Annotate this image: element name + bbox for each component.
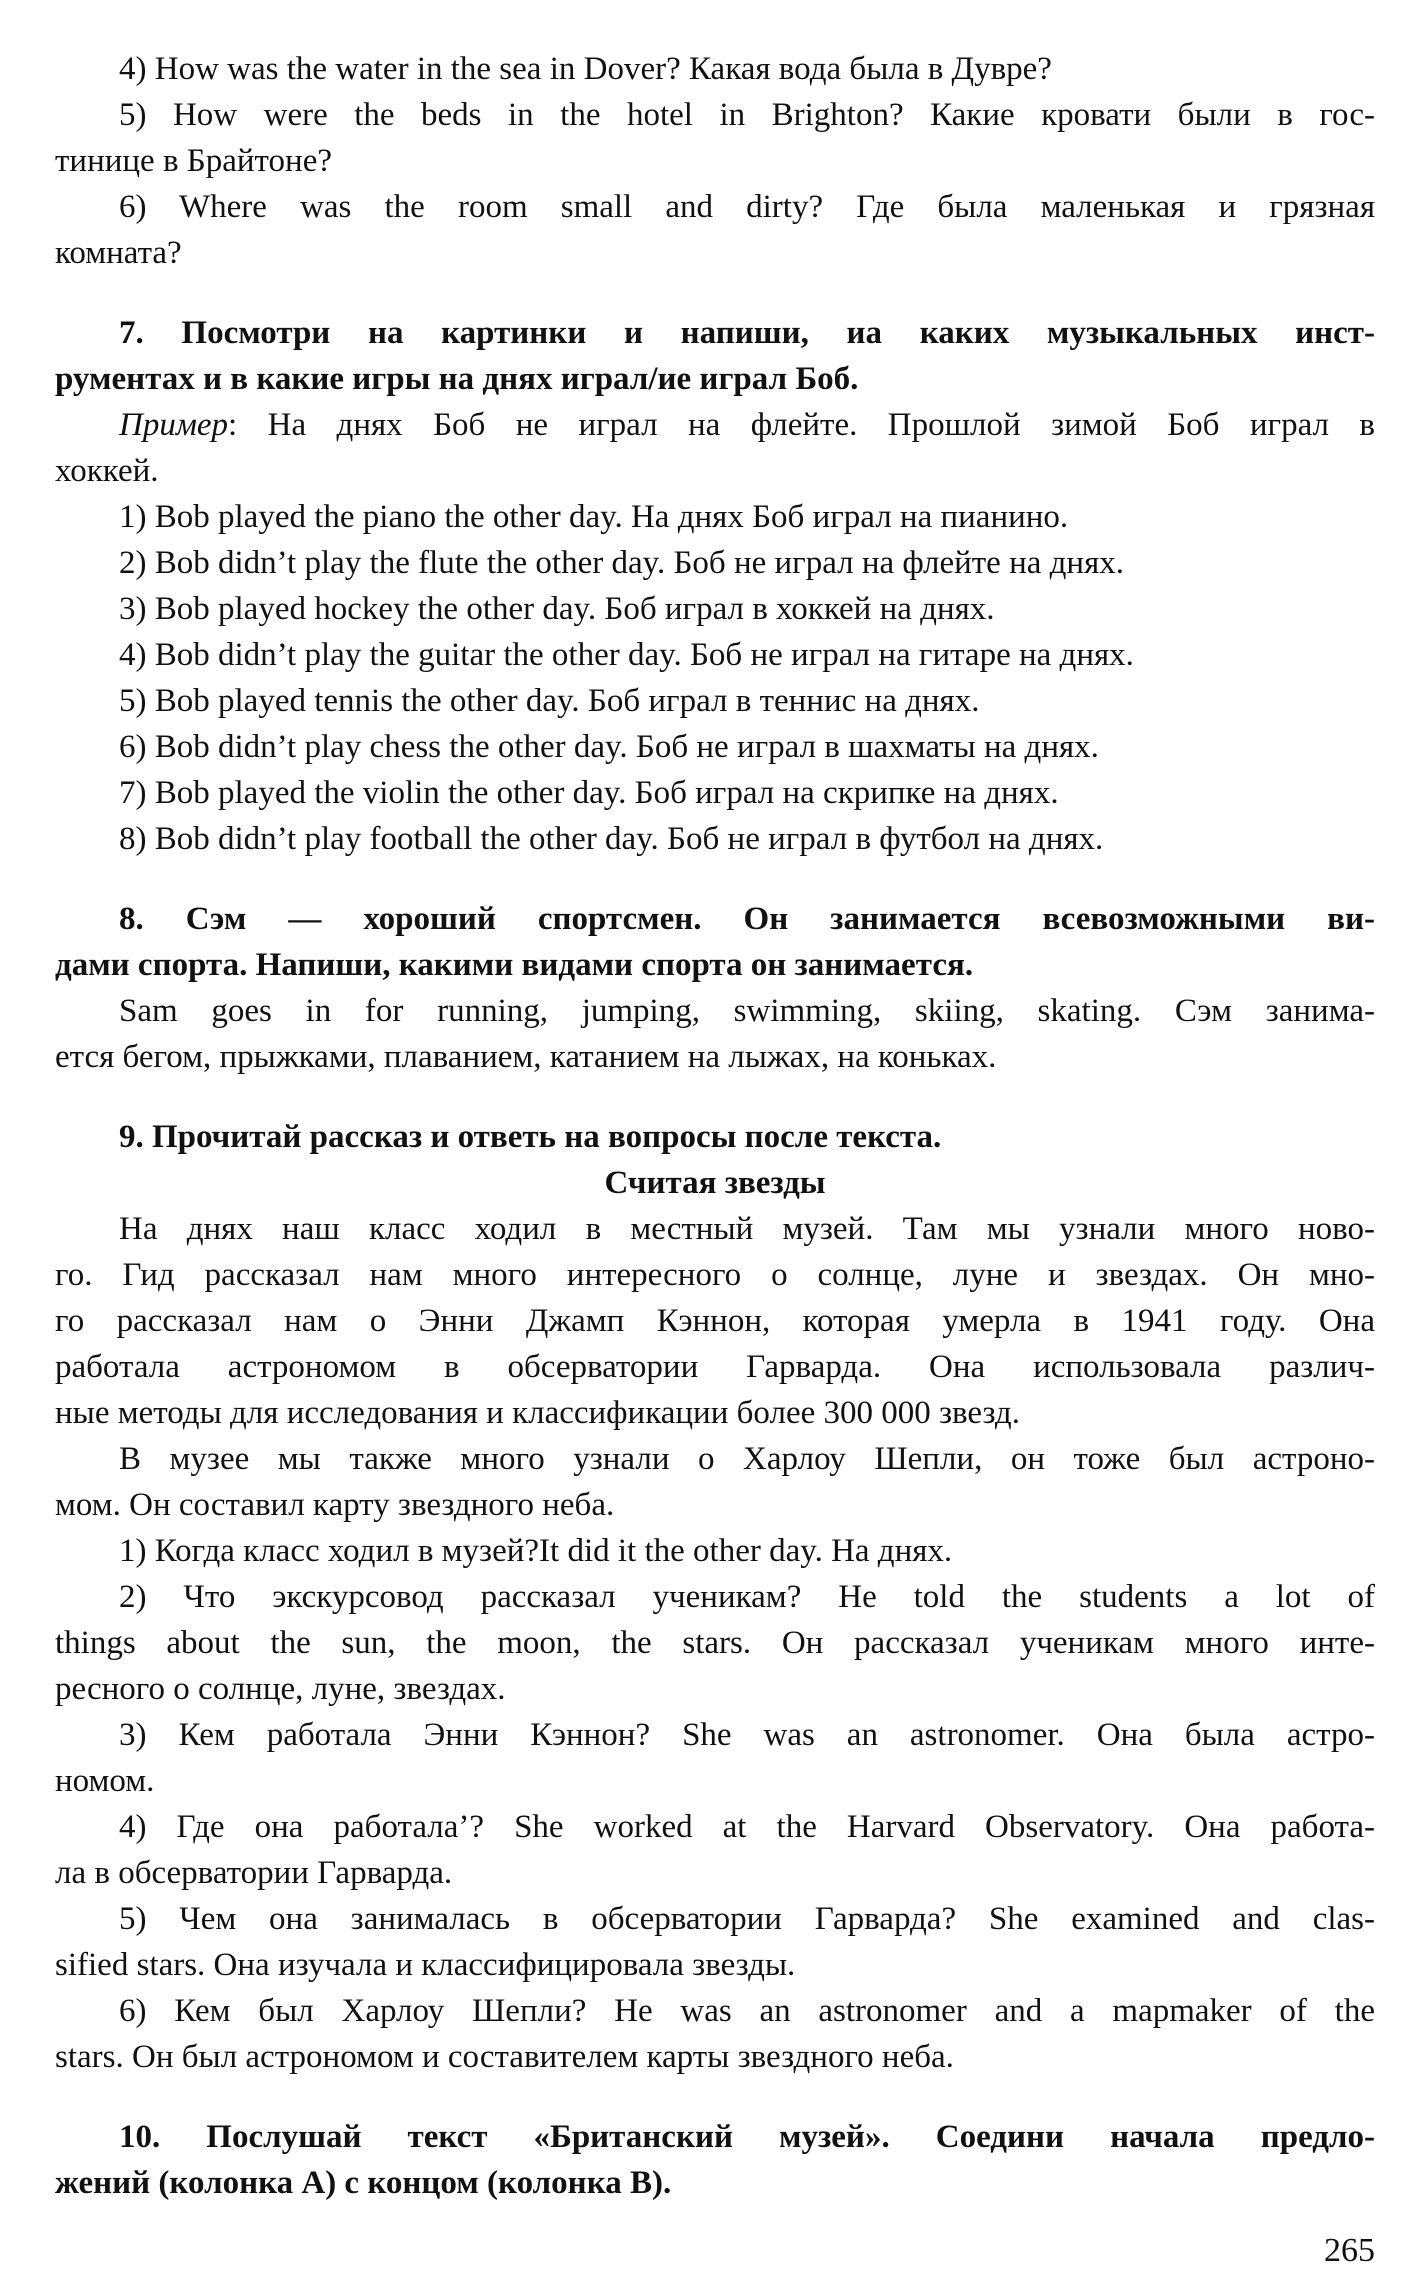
text-line: жений (колонка А) с концом (колонка В). xyxy=(55,2165,672,2201)
page-number: 265 xyxy=(1324,2232,1375,2269)
text-line: 9. Прочитай рассказ и ответь на вопросы после текста. xyxy=(119,1119,942,1155)
text-line: номом. xyxy=(55,1763,155,1799)
paragraph xyxy=(55,1528,1375,1574)
exercise-heading xyxy=(55,2114,1375,2206)
paragraph xyxy=(55,1988,1375,2080)
text-line: ресного о солнце, луне, звездах. xyxy=(55,1671,506,1707)
text-line: 7) Bob played the violin the other day. Боб играл на скрипке на днях. xyxy=(119,775,1059,811)
text-line: 3) Bob played hockey the other day. Боб играл в хоккей на днях. xyxy=(119,591,995,627)
text-line: 4) How was the water in the sea in Dover? Какая вода была в Дувре? xyxy=(119,51,1052,87)
text-line: 5) How were the beds in the hotel in Brighton? Какие кровати были в гос- xyxy=(119,97,1375,133)
text-line: stars. Он был астрономом и составителем карты звездного неба. xyxy=(55,2039,954,2075)
text-line: рументах и в какие игры на днях играл/ие играл Боб. xyxy=(55,361,859,397)
text-line: 5) Bob played tennis the other day. Боб играл в теннис на днях. xyxy=(119,683,980,719)
text-line: комната? xyxy=(55,235,182,271)
text-line: В музее мы также много узнали о Харлоу Шепли, он тоже был астроно- xyxy=(119,1441,1375,1477)
text-line: ные методы для исследования и классификации более 300 000 звезд. xyxy=(55,1395,1020,1431)
paragraph xyxy=(55,724,1375,770)
paragraph xyxy=(55,494,1375,540)
exercise-heading xyxy=(55,896,1375,988)
paragraph xyxy=(55,46,1375,92)
text-line: 2) Bob didn’t play the flute the other day. Боб не играл на флейте на днях. xyxy=(119,545,1125,581)
paragraph xyxy=(55,770,1375,816)
text-line: го рассказал нам о Энни Джамп Кэннон, которая умерла в 1941 году. Она xyxy=(55,1303,1375,1339)
paragraph xyxy=(55,586,1375,632)
text-line: Sam goes in for running, jumping, swimming, skiing, skating. Сэм занима- xyxy=(119,993,1375,1029)
paragraph xyxy=(55,540,1375,586)
text-line xyxy=(55,402,1375,448)
story-title xyxy=(55,1160,1375,1206)
example-text: : На днях Боб не играл на флейте. Прошлой зимой Боб играл в xyxy=(228,407,1375,443)
text-line: 7. Посмотри на картинки и напиши, иа каких музыкальных инст- xyxy=(119,315,1375,351)
paragraph xyxy=(55,816,1375,862)
text-line: Считая звезды xyxy=(604,1165,826,1201)
text-line: 6) Bob didn’t play chess the other day. Боб не играл в шахматы на днях. xyxy=(119,729,1099,765)
text-line: ла в обсерватории Гарварда. xyxy=(55,1855,453,1891)
text-line: хоккей. xyxy=(55,453,159,489)
text-line: мом. Он составил карту звездного неба. xyxy=(55,1487,615,1523)
text-line: 4) Где она работала’? She worked at the Harvard Observatory. Она работа- xyxy=(119,1809,1375,1845)
text-line: 1) Когда класс ходил в музей?It did it the other day. На днях. xyxy=(119,1533,953,1569)
paragraph xyxy=(55,1896,1375,1988)
text-line: 8. Сэм — хороший спортсмен. Он занимается всевозможными ви- xyxy=(119,901,1375,937)
text-line: ется бегом, прыжками, плаванием, катанием на лыжах, на коньках. xyxy=(55,1039,997,1075)
text-line: На днях наш класс ходил в местный музей. Там мы узнали много ново- xyxy=(119,1211,1375,1247)
document-body xyxy=(55,46,1375,2206)
paragraph xyxy=(55,632,1375,678)
text-line: sified stars. Она изучала и классифицировала звезды. xyxy=(55,1947,796,1983)
text-line: 6) Where was the room small and dirty? Где была маленькая и грязная xyxy=(119,189,1375,225)
text-line: тинице в Брайтоне? xyxy=(55,143,332,179)
paragraph xyxy=(55,1436,1375,1528)
paragraph xyxy=(55,184,1375,276)
text-line: 2) Что экскурсовод рассказал ученикам? He told the students a lot of xyxy=(119,1579,1375,1615)
example-label: Пример xyxy=(119,407,229,443)
text-line: 5) Чем она занималась в обсерватории Гарварда? She examined and clas- xyxy=(119,1901,1375,1937)
paragraph xyxy=(55,402,1375,494)
paragraph xyxy=(55,1206,1375,1436)
exercise-heading xyxy=(55,310,1375,402)
paragraph xyxy=(55,92,1375,184)
text-line: го. Гид рассказал нам много интересного о солнце, луне и звездах. Он мно- xyxy=(55,1257,1375,1293)
paragraph xyxy=(55,1804,1375,1896)
paragraph xyxy=(55,988,1375,1080)
text-line: 4) Bob didn’t play the guitar the other day. Боб не играл на гитаре на днях. xyxy=(119,637,1134,673)
paragraph xyxy=(55,1574,1375,1712)
text-line: 6) Кем был Харлоу Шепли? He was an astronomer and a mapmaker of the xyxy=(119,1993,1375,2029)
paragraph xyxy=(55,678,1375,724)
text-line: 10. Послушай текст «Британский музей». Соедини начала предло- xyxy=(119,2119,1375,2155)
text-line: 1) Bob played the piano the other day. На днях Боб играл на пианино. xyxy=(119,499,1069,535)
text-line: дами спорта. Напиши, какими видами спорта он занимается. xyxy=(55,947,974,983)
text-line: 8) Bob didn’t play football the other day. Боб не играл в футбол на днях. xyxy=(119,821,1104,857)
text-line: работала астрономом в обсерватории Гарварда. Она использовала различ- xyxy=(55,1349,1375,1385)
paragraph xyxy=(55,1712,1375,1804)
exercise-heading xyxy=(55,1114,1375,1160)
text-line: things about the sun, the moon, the stars. Он рассказал ученикам много инте- xyxy=(55,1625,1375,1661)
text-line: 3) Кем работала Энни Кэннон? She was an astronomer. Она была астро- xyxy=(119,1717,1375,1753)
